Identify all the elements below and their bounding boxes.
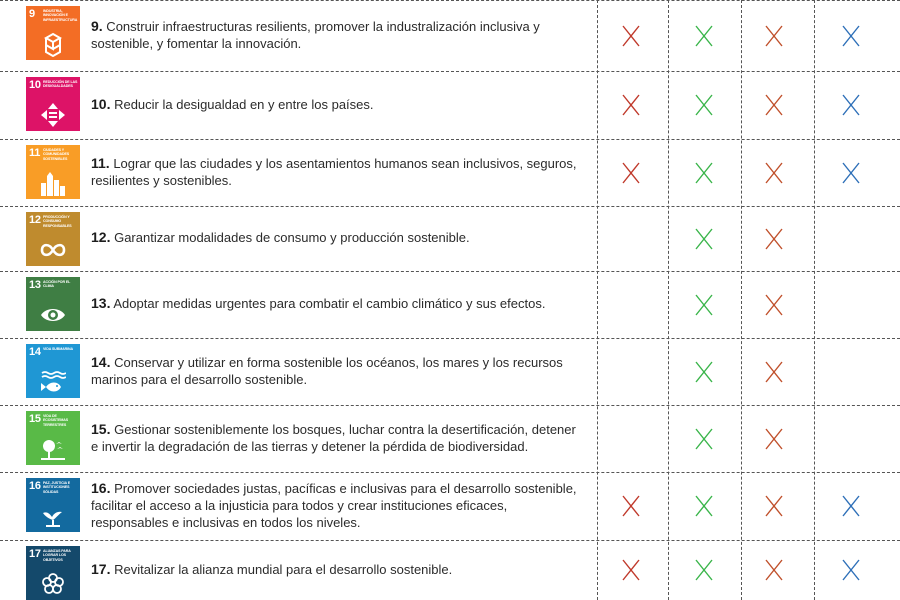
x-mark-col-3 <box>764 427 784 451</box>
sdg-tile-label: ACCIÓN POR EL CLIMA <box>43 280 71 289</box>
column-divider <box>741 0 742 600</box>
goal-description <box>91 421 581 455</box>
goal-description <box>91 229 581 246</box>
sdg-9-tile <box>26 6 80 60</box>
x-mark-col-1 <box>621 494 641 518</box>
dove-gavel-icon <box>40 503 66 529</box>
industry-cubes-icon <box>40 31 66 57</box>
row-divider <box>0 206 900 207</box>
x-mark-col-4 <box>841 494 861 518</box>
x-mark-col-2 <box>694 227 714 251</box>
goal-text: Conservar y utilizar en forma sostenible los océanos, los mares y los recursos marinos para el desarrollo sostenible. <box>91 354 563 387</box>
sdg-tile-number: 10 <box>29 79 41 91</box>
city-buildings-icon <box>40 170 66 196</box>
x-mark-col-3 <box>764 558 784 582</box>
goal-number-label: 10. <box>91 95 111 112</box>
row-divider <box>0 139 900 140</box>
goal-text: Revitalizar la alianza mundial para el desarrollo sostenible. <box>110 561 453 577</box>
goal-number-label: 13. <box>91 295 111 311</box>
goal-number-label: 16. <box>91 479 111 496</box>
sdg-tile-label: INDUSTRIA, INNOVACIÓN E INFRAESTRUCTURA <box>43 9 78 22</box>
x-mark-col-2 <box>694 24 714 48</box>
goal-text: Garantizar modalidades de consumo y producción sostenible. <box>110 230 470 245</box>
goal-description <box>91 96 581 113</box>
equality-arrows-icon <box>40 102 66 128</box>
goal-description <box>91 18 581 52</box>
goal-text: Promover sociedades justas, pacíficas e inclusivas para el desarrollo sostenible, facilitar el acceso a la injusticia para todos y crear instituciones eficaces, responsables e inclusivas en todos los niveles. <box>91 480 577 530</box>
x-mark-col-3 <box>764 494 784 518</box>
x-mark-col-2 <box>694 427 714 451</box>
eye-globe-icon <box>40 302 66 328</box>
sdg-tile-label: PAZ, JUSTICIA E INSTITUCIONES SÓLIDAS <box>43 481 71 494</box>
x-mark-col-3 <box>764 227 784 251</box>
sdg-tile-label: ALIANZAS PARA LOGRAR LOS OBJETIVOS <box>43 549 71 562</box>
sdg-tile-number: 17 <box>29 548 41 560</box>
goal-text: Adoptar medidas urgentes para combatir el cambio climático y sus efectos. <box>110 296 546 311</box>
sdg-10-tile <box>26 77 80 131</box>
goal-number-label: 9. <box>91 17 103 34</box>
x-mark-col-3 <box>764 293 784 317</box>
goal-text: Gestionar sosteniblemente los bosques, luchar contra la desertificación, detener e invertir la degradación de las tierras y detener la pérdida de biodiversidad. <box>91 421 576 454</box>
x-mark-col-4 <box>841 93 861 117</box>
row-divider <box>0 540 900 541</box>
goal-number-label: 12. <box>91 229 111 245</box>
goal-description <box>91 354 581 388</box>
x-mark-col-1 <box>621 93 641 117</box>
sdg-tile-number: 16 <box>29 480 41 492</box>
x-mark-col-3 <box>764 93 784 117</box>
x-mark-col-2 <box>694 360 714 384</box>
sdg-tile-label: CIUDADES Y COMUNIDADES SOSTENIBLES <box>43 148 70 161</box>
sdg-tile-number: 9 <box>29 8 35 20</box>
sdg-tile-label: REDUCCIÓN DE LAS DESIGUALDADES <box>43 80 78 89</box>
x-mark-col-3 <box>764 24 784 48</box>
x-mark-col-1 <box>621 558 641 582</box>
sdg-tile-label: VIDA SUBMARINA <box>43 347 74 351</box>
goal-description <box>91 480 581 531</box>
x-mark-col-3 <box>764 161 784 185</box>
sdg-13-tile <box>26 277 80 331</box>
x-mark-col-2 <box>694 558 714 582</box>
sdg-16-tile <box>26 478 80 532</box>
row-divider <box>0 71 900 72</box>
x-mark-col-1 <box>621 24 641 48</box>
fish-waves-icon <box>40 369 66 395</box>
row-divider <box>0 405 900 406</box>
x-mark-col-4 <box>841 558 861 582</box>
x-mark-col-3 <box>764 360 784 384</box>
sdg-17-tile <box>26 546 80 600</box>
x-mark-col-2 <box>694 293 714 317</box>
sdg-14-tile <box>26 344 80 398</box>
sdg-tile-label: PRODUCCIÓN Y CONSUMO RESPONSABLES <box>43 215 72 228</box>
sdg-tile-number: 11 <box>29 147 41 159</box>
sdg-15-tile <box>26 411 80 465</box>
sdg-tile-number: 15 <box>29 413 41 425</box>
x-mark-col-4 <box>841 161 861 185</box>
goal-description <box>91 561 581 578</box>
sdg-11-tile <box>26 145 80 199</box>
goal-description <box>91 155 581 189</box>
sdg-tile-number: 12 <box>29 214 41 226</box>
x-mark-col-2 <box>694 161 714 185</box>
row-divider <box>0 0 900 1</box>
goal-description <box>91 295 581 312</box>
sdg-tile-number: 13 <box>29 279 41 291</box>
row-divider <box>0 338 900 339</box>
x-mark-col-2 <box>694 494 714 518</box>
sdg-12-tile <box>26 212 80 266</box>
x-mark-col-1 <box>621 161 641 185</box>
infinity-loop-icon <box>40 237 66 263</box>
row-divider <box>0 472 900 473</box>
x-mark-col-2 <box>694 93 714 117</box>
goal-text: Construir infraestructuras resilients, promover la industralización inclusiva y sostenible, y fomentar la innovación. <box>91 18 540 51</box>
goal-text: Lograr que las ciudades y los asentamientos humanos sean inclusivos, seguros, resilientes y sostenibles. <box>91 155 577 188</box>
column-divider <box>668 0 669 600</box>
partnership-flower-icon <box>40 571 66 597</box>
goal-number-label: 11. <box>91 154 110 171</box>
goal-text: Reducir la desigualdad en y entre los países. <box>110 96 374 112</box>
column-divider <box>597 0 598 600</box>
goal-number-label: 15. <box>91 420 111 437</box>
x-mark-col-4 <box>841 24 861 48</box>
tree-birds-icon <box>40 436 66 462</box>
sdg-tile-number: 14 <box>29 346 41 358</box>
row-divider <box>0 271 900 272</box>
column-divider <box>814 0 815 600</box>
goal-number-label: 17. <box>91 560 111 577</box>
sdg-tile-label: VIDA DE ECOSISTEMAS TERRESTRES <box>43 414 69 427</box>
goal-number-label: 14. <box>91 353 111 370</box>
